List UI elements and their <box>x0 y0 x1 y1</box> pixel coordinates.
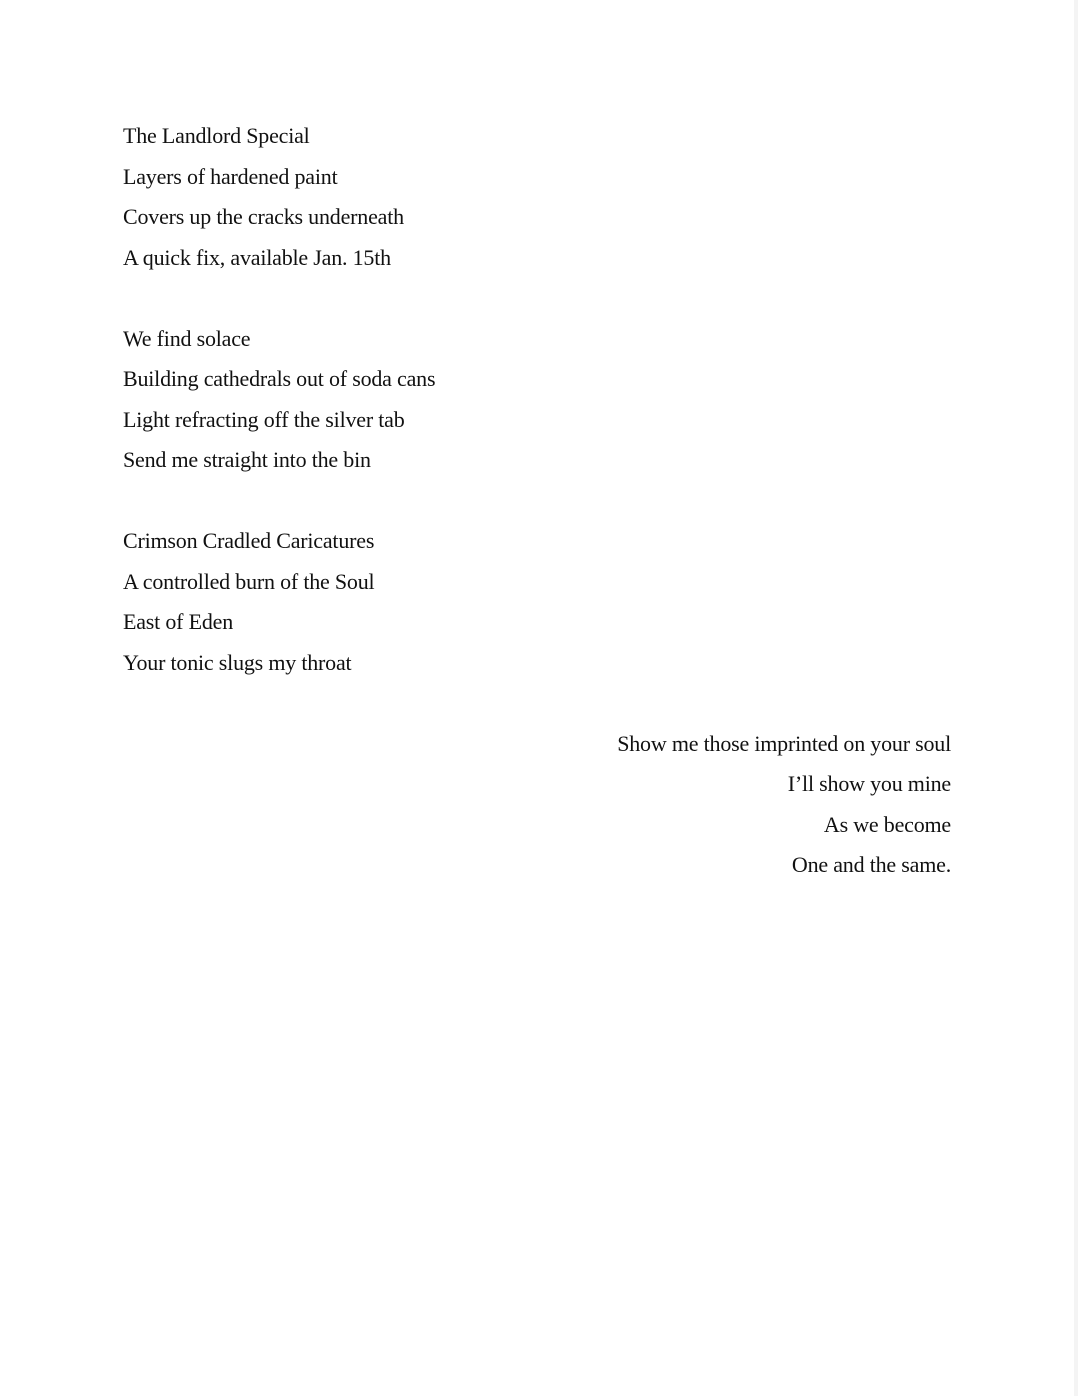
stanza-1 <box>123 120 951 282</box>
poem-line: Layers of hardened paint <box>123 163 338 189</box>
poem-line: Covers up the cracks underneath <box>123 204 404 229</box>
stanza-4 <box>123 728 951 890</box>
poem-line: A quick fix, available Jan. 15th <box>123 244 391 270</box>
stanza-2 <box>123 323 951 485</box>
poem-line: Show me those imprinted on your soul <box>617 730 951 756</box>
poem <box>123 120 951 930</box>
poem-line: I’ll show you mine <box>787 771 951 796</box>
page-edge <box>1074 0 1078 1396</box>
stanza-3 <box>123 525 951 687</box>
poem-line: A controlled burn of the Soul <box>123 568 375 594</box>
poem-line: Send me straight into the bin <box>123 447 371 472</box>
poem-line: We find solace <box>123 325 251 351</box>
poem-line: Your tonic slugs my throat <box>123 649 352 675</box>
poem-line: Crimson Cradled Caricatures <box>123 528 375 553</box>
poem-line: The Landlord Special <box>123 123 310 148</box>
poem-line: East of Eden <box>123 609 234 634</box>
poem-line: One and the same. <box>791 852 951 877</box>
poem-line: Light refracting off the silver tab <box>123 406 405 432</box>
poem-line: As we become <box>823 811 951 837</box>
poem-line: Building cathedrals out of soda cans <box>123 366 436 391</box>
